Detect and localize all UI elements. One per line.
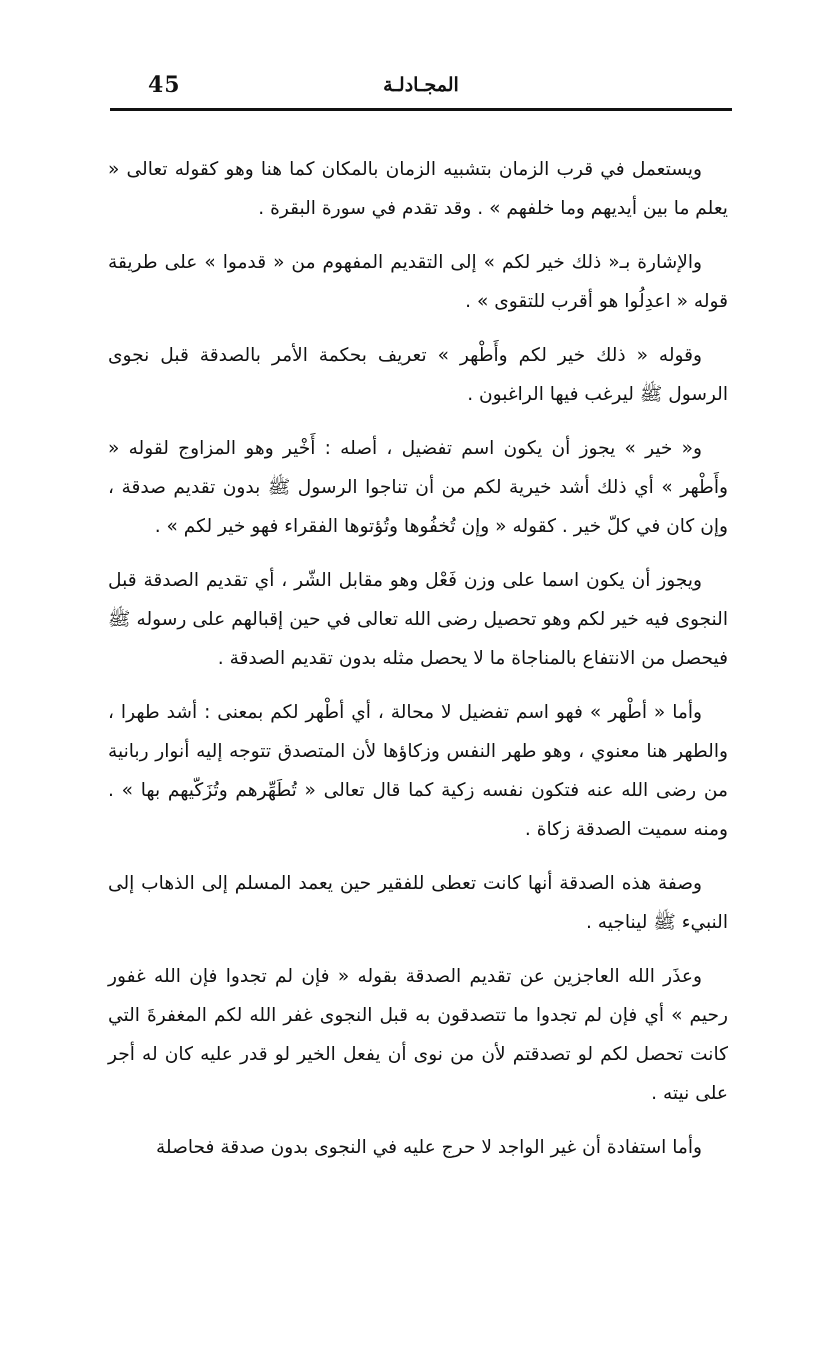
running-title: المجـادلـة: [383, 74, 459, 96]
paragraph: ويستعمل في قرب الزمان بتشبيه الزمان بالمكان كما هنا وهو كقوله تعالى « يعلم ما بين أيديهم وما خلفهم » . وقد تقدم في سورة البقرة .: [108, 159, 728, 219]
paragraph: وأما استفادة أن غير الواجد لا حرج عليه في النجوى بدون صدقة فحاصلة: [155, 1137, 702, 1158]
paragraph: والإشارة بـ« ذلك خير لكم » إلى التقديم المفهوم من « قدموا » على طريقة قوله « اعدِلُوا هو أقرب للتقوى » .: [108, 252, 728, 312]
paragraph: وصفة هذه الصدقة أنها كانت تعطى للفقير حين يعمد المسلم إلى الذهاب إلى النبيء ﷺ ليناجيه .: [108, 873, 728, 933]
body-text: [108, 150, 728, 1182]
paragraph: وأما « أطْهر » فهو اسم تفضيل لا محالة ، أي أطْهر لكم بمعنى : أشد طهرا ، والطهر هنا معنوي ، وهو طهر النفس وزكاؤها لأن المتصدق تتوجه إليه أنوار ربانية من رضى الله عنه فتكون نفسه زكية كما قال تعالى « تُطَهِّرهم وتُزَكّيهم بها » . ومنه سميت الصدقة زكاة .: [108, 702, 728, 840]
page-number: 45: [148, 72, 181, 98]
header-divider: [110, 108, 732, 111]
paragraph: و« خير » يجوز أن يكون اسم تفضيل ، أصله : أَخْير وهو المزاوج لقوله « وأَطْهر » أي ذلك أشد خيرية لكم من أن تناجوا الرسول ﷺ بدون تقديم صدقة ، وإن كان في كلّ خير . كقوله « وإن تُخفُوها وتُؤتوها الفقراء فهو خير لكم » .: [108, 438, 728, 537]
paragraph: وقوله « ذلك خير لكم وأَطْهر » تعريف بحكمة الأمر بالصدقة قبل نجوى الرسول ﷺ ليرغب فيها الراغبون .: [108, 345, 728, 405]
page-header: [110, 66, 732, 106]
paragraph: وعذَر الله العاجزين عن تقديم الصدقة بقوله « فإن لم تجدوا فإن الله غفور رحيم » أي فإن لم تجدوا ما تتصدقون به قبل النجوى غفر الله لكم المغفرةَ التي كانت تحصل لكم لو تصدقتم لأن من نوى أن يفعل الخير لو قدر عليه كان له أجر على نيته .: [108, 966, 728, 1104]
paragraph: ويجوز أن يكون اسما على وزن فَعْل وهو مقابل الشّر ، أي تقديم الصدقة قبل النجوى فيه خير لكم وهو تحصيل رضى الله تعالى في حين إقبالهم على رسوله ﷺ فيحصل من الانتفاع بالمناجاة ما لا يحصل مثله بدون تقديم الصدقة .: [108, 570, 728, 669]
